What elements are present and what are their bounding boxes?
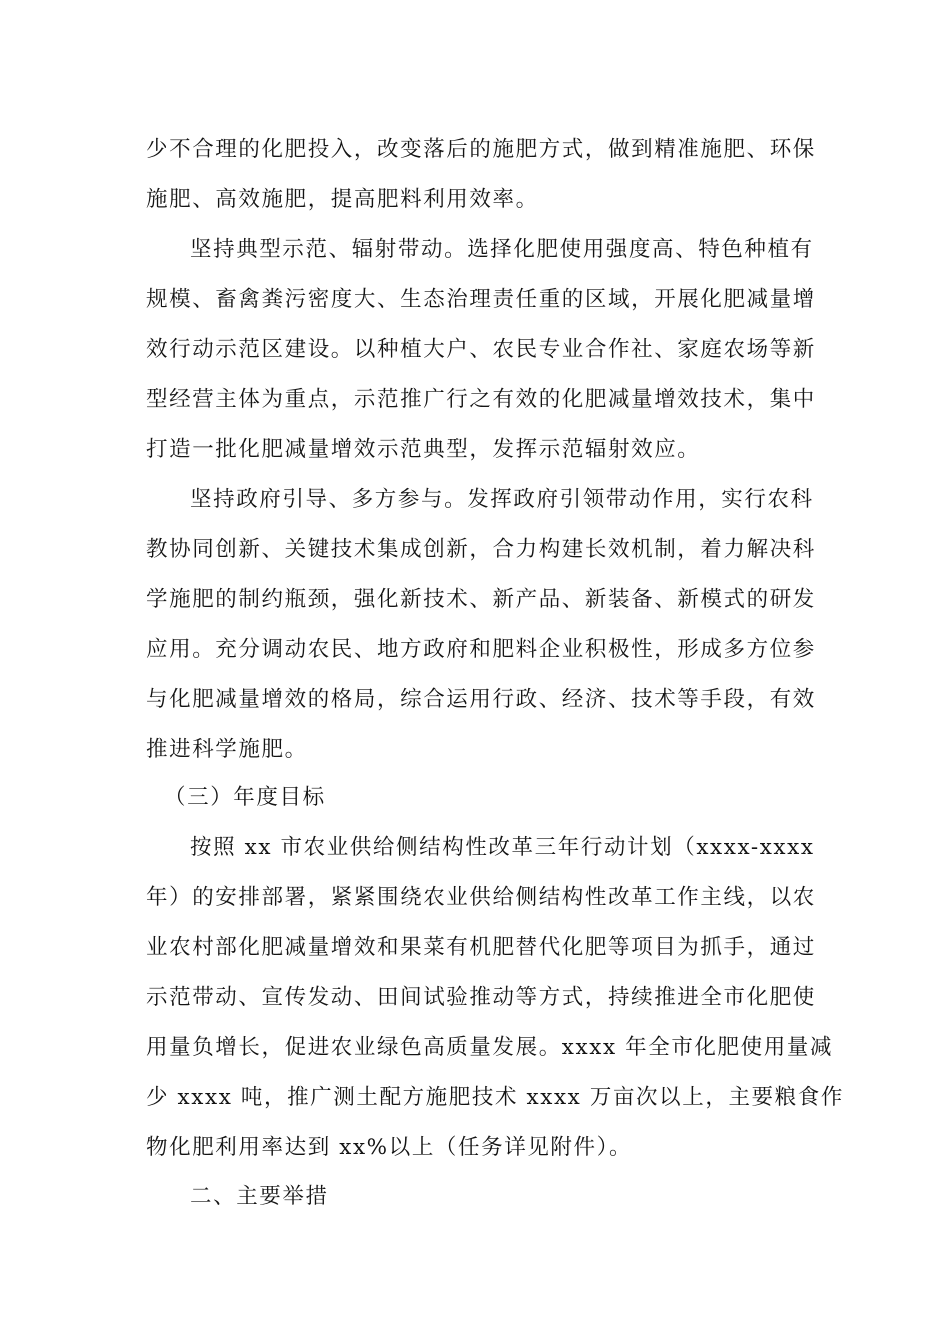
section-heading: （三）年度目标: [164, 785, 326, 810]
paragraph-line: 坚持政府引导、多方参与。发挥政府引领带动作用，实行农科: [190, 487, 814, 512]
paragraph-line: 少不合理的化肥投入，改变落后的施肥方式，做到精准施肥、环保: [146, 137, 816, 162]
paragraph-line: 规模、畜禽粪污密度大、生态治理责任重的区域，开展化肥减量增: [146, 287, 816, 312]
paragraph-line: 推进科学施肥。: [146, 737, 308, 762]
paragraph-line: 型经营主体为重点，示范推广行之有效的化肥减量增效技术，集中: [146, 387, 816, 412]
paragraph-line: 用量负增长，促进农业绿色高质量发展。xxxx 年全市化肥使用量减: [146, 1035, 834, 1060]
paragraph-line: 施肥、高效施肥，提高肥料利用效率。: [146, 187, 539, 212]
section-heading: 二、主要举措: [190, 1184, 329, 1209]
paragraph-line: 物化肥利用率达到 xx%以上（任务详见附件）。: [146, 1135, 633, 1160]
paragraph-line: 学施肥的制约瓶颈，强化新技术、新产品、新装备、新模式的研发: [146, 587, 816, 612]
paragraph-line: 应用。充分调动农民、地方政府和肥料企业积极性，形成多方位参: [146, 637, 816, 662]
paragraph-line: 业农村部化肥减量增效和果菜有机肥替代化肥等项目为抓手，通过: [146, 935, 816, 960]
paragraph-line: 少 xxxx 吨，推广测土配方施肥技术 xxxx 万亩次以上，主要粮食作: [146, 1085, 844, 1110]
paragraph-line: 年）的安排部署，紧紧围绕农业供给侧结构性改革工作主线，以农: [146, 885, 816, 910]
paragraph-line: 效行动示范区建设。以种植大户、农民专业合作社、家庭农场等新: [146, 337, 816, 362]
paragraph-line: 与化肥减量增效的格局，综合运用行政、经济、技术等手段，有效: [146, 687, 816, 712]
paragraph-line: 示范带动、宣传发动、田间试验推动等方式，持续推进全市化肥使: [146, 985, 816, 1010]
paragraph-line: 坚持典型示范、辐射带动。选择化肥使用强度高、特色种植有: [190, 237, 814, 262]
paragraph-line: 打造一批化肥减量增效示范典型，发挥示范辐射效应。: [146, 437, 701, 462]
paragraph-line: 按照 xx 市农业供给侧结构性改革三年行动计划（xxxx-xxxx: [190, 835, 815, 860]
paragraph-line: 教协同创新、关键技术集成创新，合力构建长效机制，着力解决科: [146, 537, 816, 562]
